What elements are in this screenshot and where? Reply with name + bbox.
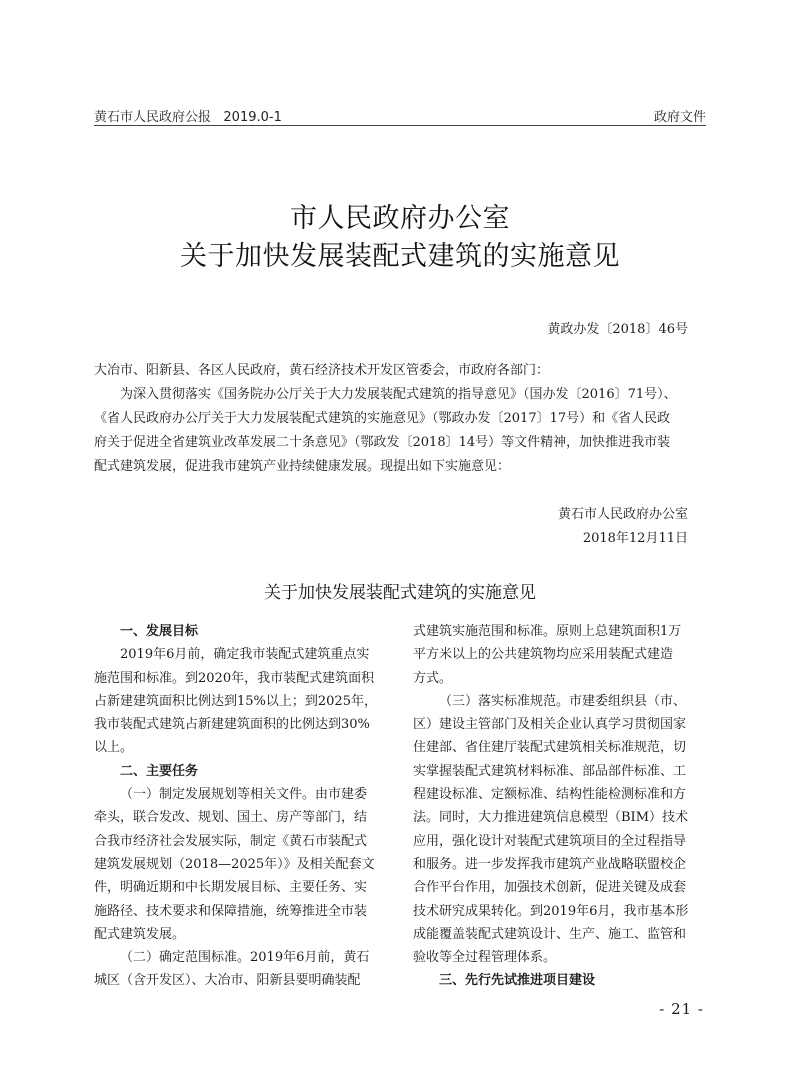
body-line: 合作平台作用，加强技术创新，促进关键及成套 <box>413 880 687 896</box>
intro-line: 府关于促进全省建筑业改革发展二十条意见》（鄂政发〔2018〕14号）等文件精神，加快推进我市装 <box>94 435 671 450</box>
addressee: 大冶市、阳新县、各区人民政府，黄石经济技术开发区管委会，市政府各部门： <box>94 363 550 378</box>
intro-line: 《省人民政府办公厅关于大力发展装配式建筑的实施意见》（鄂政办发〔2017〕17号）和《省人民政 <box>94 411 671 426</box>
body-line: 验收等全过程管理体系。 <box>413 950 557 966</box>
intro-line: 配式建筑发展，促进我市建筑产业持续健康发展。现提出如下实施意见： <box>94 459 511 474</box>
body-line: 式建筑实施范围和标准。原则上总建筑面积1万 <box>413 624 682 639</box>
body-line: 平方米以上的公共建筑物均应采用装配式建造 <box>413 647 674 663</box>
body-line: 和服务。进一步发挥我市建筑产业战略联盟校企 <box>413 856 687 872</box>
body-line: 法。同时，大力推进建筑信息模型（BIM）技术 <box>413 810 688 826</box>
section-title: 关于加快发展装配式建筑的实施意见 <box>264 583 536 603</box>
body-line: （三）落实标准规范。市建委组织县（市、 <box>439 693 687 709</box>
document-title-line1: 市人民政府办公室 <box>290 203 510 234</box>
body-line: 牵头，联合发改、规划、国土、房产等部门，结 <box>94 810 368 826</box>
intro-line: 为深入贯彻落实《国务院办公厅关于大力发展装配式建筑的指导意见》（国办发〔2016〕71号）、 <box>120 387 677 402</box>
document-number: 黄政办发〔2018〕46号 <box>547 322 688 337</box>
body-line: 住建部、省住建厅装配式建筑相关标准规范，切 <box>413 740 687 756</box>
body-line: 程建设标准、定额标准、结构性能检测标准和方 <box>413 787 687 803</box>
section-heading: 二、主要任务 <box>120 763 199 779</box>
body-line: 件，明确近期和中长期发展目标、主要任务、实 <box>94 880 368 896</box>
body-line: 成能覆盖装配式建筑设计、生产、施工、监管和 <box>413 926 687 942</box>
section-heading: 三、先行先试推进项目建设 <box>439 973 596 989</box>
body-line: 施范围和标准。到2020年，我市装配式建筑面积 <box>94 670 375 686</box>
publication-name: 黄石市人民政府公报 2019.0-1 <box>94 110 282 125</box>
signature-date: 2018年12月11日 <box>582 531 688 546</box>
right-column <box>413 620 709 993</box>
body-line: 合我市经济社会发展实际，制定《黄石市装配式 <box>94 833 368 849</box>
body-line: 施路径、技术要求和保障措施，统筹推进全市装 <box>94 903 368 919</box>
body-line: 区）建设主管部门及相关企业认真学习贯彻国家 <box>413 717 687 733</box>
section-heading: 一、发展目标 <box>120 624 199 639</box>
body-line: 技术研究成果转化。到2019年6月，我市基本形 <box>413 903 689 919</box>
signature-org: 黄石市人民政府办公室 <box>557 507 688 522</box>
page-number: - 21 - <box>659 1000 704 1018</box>
body-line: 2019年6月前，确定我市装配式建筑重点实 <box>120 647 370 663</box>
body-line: 配式建筑发展。 <box>94 926 186 942</box>
document-title-line2: 关于加快发展装配式建筑的实施意见 <box>180 241 620 272</box>
left-column <box>94 620 390 993</box>
body-line: （一）制定发展规划等相关文件。由市建委 <box>120 787 368 803</box>
body-line: 我市装配式建筑占新建建筑面积的比例达到30% <box>94 717 370 733</box>
document-category: 政府文件 <box>653 110 706 125</box>
body-line: 实掌握装配式建筑材料标准、部品部件标准、工 <box>413 763 687 779</box>
body-line: 占新建建筑面积比例达到15%以上；到2025年， <box>94 693 377 709</box>
body-line: 以上。 <box>94 740 134 756</box>
intro-paragraph <box>94 383 706 479</box>
body-line: 建筑发展规划（2018—2025年）》及相关配套文 <box>94 856 375 872</box>
body-line: 应用，强化设计对装配式建筑项目的全过程指导 <box>413 833 687 849</box>
body-line: 城区（含开发区）、大冶市、阳新县要明确装配 <box>94 973 361 989</box>
header-divider <box>94 125 706 126</box>
body-line: 方式。 <box>413 670 453 686</box>
page-header <box>94 106 706 126</box>
body-line: （二）确定范围标准。2019年6月前，黄石 <box>120 950 370 966</box>
